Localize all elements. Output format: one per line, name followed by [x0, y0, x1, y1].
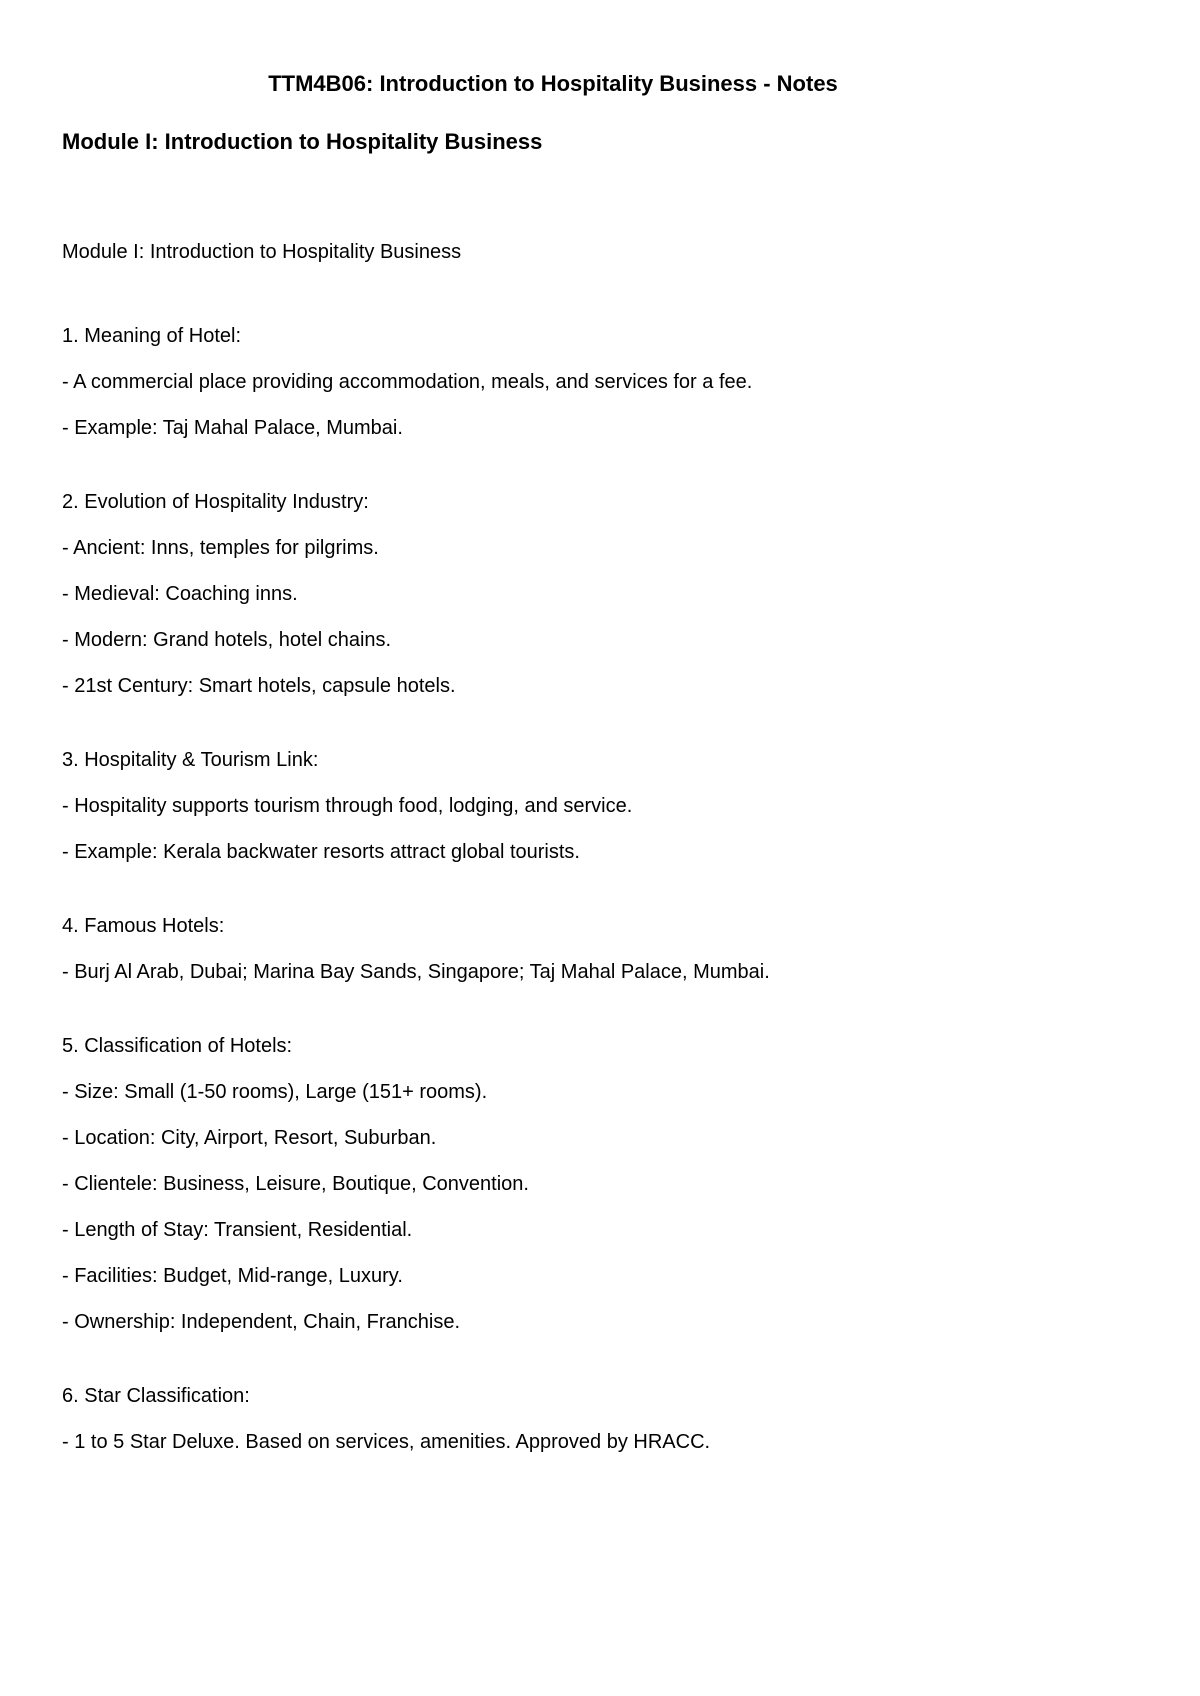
section-item: - Burj Al Arab, Dubai; Marina Bay Sands, Singapore; Taj Mahal Palace, Mumbai.: [62, 961, 770, 983]
section-item: - A commercial place providing accommodation, meals, and services for a fee.: [62, 371, 753, 393]
document-title: TTM4B06: Introduction to Hospitality Business - Notes: [268, 71, 838, 96]
section-item: - 1 to 5 Star Deluxe. Based on services, amenities. Approved by HRACC.: [62, 1431, 711, 1453]
section-item: - 21st Century: Smart hotels, capsule hotels.: [62, 675, 456, 697]
section-item: - Example: Taj Mahal Palace, Mumbai.: [62, 417, 403, 439]
section-heading: 4. Famous Hotels:: [62, 915, 225, 937]
section-hospitality-tourism-link: [62, 746, 1122, 866]
section-classification: [62, 1032, 1122, 1336]
section-item: - Size: Small (1-50 rooms), Large (151+ rooms).: [62, 1081, 488, 1103]
section-heading: 5. Classification of Hotels:: [62, 1035, 293, 1057]
section-heading: 6. Star Classification:: [62, 1385, 250, 1407]
section-item: - Medieval: Coaching inns.: [62, 583, 298, 605]
section-heading: 2. Evolution of Hospitality Industry:: [62, 491, 369, 513]
section-item: - Location: City, Airport, Resort, Suburban.: [62, 1127, 437, 1149]
section-item: - Ancient: Inns, temples for pilgrims.: [62, 537, 379, 559]
section-item: - Length of Stay: Transient, Residential.: [62, 1219, 413, 1241]
section-famous-hotels: [62, 912, 1122, 986]
section-item: - Ownership: Independent, Chain, Franchise.: [62, 1311, 460, 1333]
section-heading: 1. Meaning of Hotel:: [62, 325, 241, 347]
section-evolution: [62, 488, 1122, 700]
section-item: - Hospitality supports tourism through food, lodging, and service.: [62, 795, 633, 817]
module-heading: Module I: Introduction to Hospitality Business: [62, 129, 543, 154]
document-body: [62, 238, 1122, 1502]
section-item: - Modern: Grand hotels, hotel chains.: [62, 629, 392, 651]
section-heading: 3. Hospitality & Tourism Link:: [62, 749, 319, 771]
module-subheading: Module I: Introduction to Hospitality Business: [62, 241, 462, 263]
section-item: - Example: Kerala backwater resorts attract global tourists.: [62, 841, 580, 863]
section-meaning-of-hotel: [62, 322, 1122, 442]
section-item: - Clientele: Business, Leisure, Boutique, Convention.: [62, 1173, 529, 1195]
section-item: - Facilities: Budget, Mid-range, Luxury.: [62, 1265, 403, 1287]
section-star-classification: [62, 1382, 1122, 1456]
